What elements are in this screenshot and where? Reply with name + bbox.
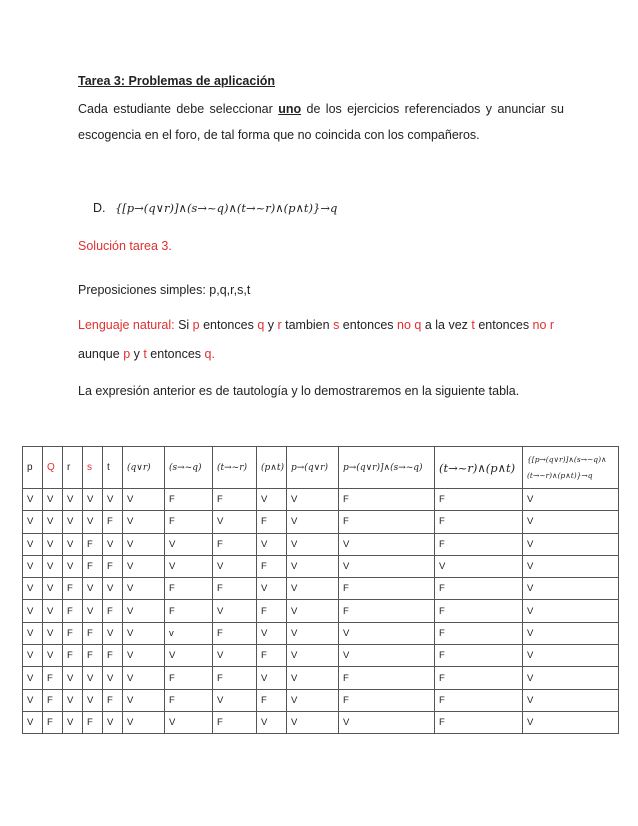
table-header-cell: t — [103, 447, 123, 489]
table-cell: V — [523, 689, 619, 711]
table-cell: V — [213, 600, 257, 622]
table-cell: F — [103, 555, 123, 577]
table-cell: V — [257, 578, 287, 600]
table-cell: V — [339, 533, 435, 555]
table-cell: V — [23, 711, 43, 733]
table-cell: V — [103, 533, 123, 555]
truth-table — [22, 446, 619, 734]
table-cell: V — [165, 645, 213, 667]
table-cell: V — [43, 489, 63, 511]
table-cell: V — [523, 600, 619, 622]
table-cell: F — [83, 645, 103, 667]
table-cell: F — [83, 711, 103, 733]
table-cell: V — [63, 555, 83, 577]
table-cell: F — [339, 667, 435, 689]
table-header-cell: s — [83, 447, 103, 489]
table-cell: V — [339, 622, 435, 644]
table-cell: V — [123, 533, 165, 555]
table-cell: V — [213, 511, 257, 533]
table-cell: V — [123, 578, 165, 600]
table-cell: V — [43, 600, 63, 622]
table-cell: F — [213, 667, 257, 689]
table-cell: V — [123, 667, 165, 689]
natural-language-segment: p — [123, 347, 131, 361]
table-cell: V — [523, 533, 619, 555]
table-cell: V — [83, 667, 103, 689]
table-cell: F — [165, 600, 213, 622]
table-cell: V — [287, 667, 339, 689]
table-cell: V — [257, 667, 287, 689]
table-cell: V — [123, 511, 165, 533]
intro-text-after: de los ejercicios referenciados y anunciar su escogencia en el foro, de tal forma que no coincida con los compañeros. — [78, 102, 564, 142]
table-header-cell: p→(q∨r) — [287, 447, 339, 489]
table-header-cell: (t→~r)∧(p∧t) — [435, 447, 523, 489]
table-cell: V — [165, 533, 213, 555]
table-row — [23, 622, 619, 644]
table-cell: V — [103, 667, 123, 689]
table-row — [23, 645, 619, 667]
table-cell: V — [287, 555, 339, 577]
table-cell: V — [63, 489, 83, 511]
table-header-cell: (q∨r) — [123, 447, 165, 489]
table-cell: F — [165, 667, 213, 689]
table-cell: V — [213, 645, 257, 667]
table-cell: V — [63, 711, 83, 733]
table-cell: V — [123, 645, 165, 667]
table-cell: V — [23, 511, 43, 533]
natural-language-segment: r — [277, 318, 282, 332]
table-cell: V — [63, 689, 83, 711]
table-cell: F — [103, 645, 123, 667]
table-cell: F — [43, 689, 63, 711]
table-cell: V — [523, 667, 619, 689]
natural-language-segment: no r — [532, 318, 555, 332]
table-cell: V — [23, 645, 43, 667]
table-cell: v — [165, 622, 213, 644]
table-cell: F — [435, 578, 523, 600]
table-cell: V — [287, 533, 339, 555]
table-cell: V — [523, 578, 619, 600]
table-cell: V — [103, 622, 123, 644]
natural-language-line-2 — [78, 347, 215, 361]
table-cell: V — [123, 689, 165, 711]
table-cell: F — [435, 600, 523, 622]
table-cell: V — [83, 511, 103, 533]
table-row — [23, 555, 619, 577]
table-cell: V — [523, 511, 619, 533]
natural-language-segment: t — [471, 318, 475, 332]
table-cell: V — [63, 511, 83, 533]
formula-expression: {[p→(q∨r)]∧(s→~q)∧(t→~r)∧(p∧t)}→q — [114, 201, 338, 215]
table-cell: F — [339, 689, 435, 711]
table-cell: V — [63, 667, 83, 689]
table-cell: V — [83, 600, 103, 622]
table-cell: F — [43, 711, 63, 733]
table-cell: V — [103, 711, 123, 733]
table-cell: V — [523, 489, 619, 511]
table-cell: V — [63, 533, 83, 555]
page-title: Tarea 3: Problemas de aplicación — [78, 74, 276, 88]
table-cell: V — [103, 489, 123, 511]
table-cell: V — [339, 645, 435, 667]
table-cell: F — [339, 489, 435, 511]
table-cell: F — [257, 600, 287, 622]
table-cell: V — [165, 711, 213, 733]
natural-language-segment: tambien — [281, 318, 334, 332]
table-row — [23, 511, 619, 533]
natural-language-segment: s — [333, 318, 340, 332]
table-cell: V — [83, 489, 103, 511]
table-cell: V — [123, 622, 165, 644]
table-header-cell: (t→~r) — [213, 447, 257, 489]
table-cell: F — [213, 578, 257, 600]
table-cell: V — [287, 489, 339, 511]
table-cell: F — [435, 711, 523, 733]
table-row — [23, 689, 619, 711]
table-cell: V — [23, 600, 43, 622]
table-cell: F — [339, 578, 435, 600]
solution-heading: Solución tarea 3. — [78, 239, 172, 253]
table-cell: F — [63, 600, 83, 622]
table-cell: V — [123, 555, 165, 577]
table-cell: V — [257, 489, 287, 511]
table-cell: V — [123, 711, 165, 733]
table-cell: V — [123, 600, 165, 622]
natural-language-segment: entonces — [339, 318, 397, 332]
table-cell: F — [213, 622, 257, 644]
table-cell: V — [43, 511, 63, 533]
table-cell: V — [523, 711, 619, 733]
table-cell: V — [287, 645, 339, 667]
table-header-cell: p→(q∨r)]∧(s→~q) — [339, 447, 435, 489]
table-cell: V — [523, 622, 619, 644]
table-cell: V — [523, 555, 619, 577]
table-row — [23, 667, 619, 689]
table-cell: V — [287, 689, 339, 711]
table-cell: V — [287, 578, 339, 600]
table-cell: F — [257, 555, 287, 577]
table-cell: V — [523, 645, 619, 667]
table-cell: V — [103, 578, 123, 600]
table-cell: V — [287, 511, 339, 533]
table-cell: V — [257, 533, 287, 555]
table-header-cell: {[p→(q∨r)]∧(s→~q)∧ (t→~r)∧(p∧t)}→q — [523, 447, 619, 489]
table-header-cell: (s→~q) — [165, 447, 213, 489]
table-row — [23, 711, 619, 733]
table-cell: F — [83, 622, 103, 644]
table-cell: F — [435, 489, 523, 511]
table-cell: V — [43, 533, 63, 555]
table-header-row — [23, 447, 619, 489]
table-cell: V — [213, 689, 257, 711]
table-cell: F — [63, 622, 83, 644]
table-cell: F — [435, 689, 523, 711]
formula-label: D. — [93, 201, 106, 215]
table-cell: F — [257, 645, 287, 667]
intro-emphasis: uno — [278, 102, 302, 116]
table-cell: V — [23, 578, 43, 600]
table-cell: V — [287, 622, 339, 644]
table-cell: V — [165, 555, 213, 577]
table-cell: V — [23, 489, 43, 511]
table-cell: V — [43, 645, 63, 667]
natural-language-segment: Si — [174, 318, 193, 332]
table-cell: F — [43, 667, 63, 689]
table-cell: F — [257, 689, 287, 711]
table-cell: F — [83, 555, 103, 577]
natural-language-segment: aunque — [78, 347, 124, 361]
table-cell: V — [23, 555, 43, 577]
table-row — [23, 533, 619, 555]
natural-language-segment: y — [130, 347, 144, 361]
table-cell: F — [213, 533, 257, 555]
table-row — [23, 489, 619, 511]
natural-language-segment: q. — [204, 347, 215, 361]
table-header-cell: p — [23, 447, 43, 489]
table-cell: F — [339, 600, 435, 622]
simple-propositions: Preposiciones simples: p,q,r,s,t — [78, 283, 251, 297]
table-cell: V — [43, 578, 63, 600]
table-cell: F — [165, 511, 213, 533]
table-cell: F — [103, 600, 123, 622]
table-cell: F — [63, 645, 83, 667]
table-cell: F — [435, 622, 523, 644]
table-cell: F — [63, 578, 83, 600]
table-cell: F — [435, 645, 523, 667]
table-cell: F — [435, 533, 523, 555]
natural-language-segment: a la vez — [421, 318, 472, 332]
conclusion-text: La expresión anterior es de tautología y lo demostraremos en la siguiente tabla. — [78, 384, 520, 398]
natural-language-line-1 — [78, 318, 554, 332]
table-cell: V — [23, 667, 43, 689]
table-cell: V — [23, 689, 43, 711]
natural-language-label: Lenguaje natural: — [78, 318, 175, 332]
table-row — [23, 578, 619, 600]
table-cell: V — [287, 711, 339, 733]
intro-text-before: Cada estudiante debe seleccionar — [78, 102, 279, 116]
natural-language-segment: t — [143, 347, 147, 361]
table-cell: V — [43, 555, 63, 577]
table-header-cell: r — [63, 447, 83, 489]
table-cell: F — [213, 489, 257, 511]
table-cell: F — [103, 511, 123, 533]
table-cell: V — [213, 555, 257, 577]
table-cell: V — [83, 689, 103, 711]
table-cell: F — [103, 689, 123, 711]
table-row — [23, 600, 619, 622]
table-body — [23, 489, 619, 734]
table-cell: F — [165, 689, 213, 711]
natural-language-segment: no q — [397, 318, 422, 332]
natural-language-text — [175, 318, 554, 332]
table-cell: F — [165, 578, 213, 600]
table-cell: F — [83, 533, 103, 555]
natural-language-segment: q — [257, 318, 265, 332]
table-cell: V — [83, 578, 103, 600]
table-cell: V — [23, 533, 43, 555]
table-cell: V — [339, 711, 435, 733]
table-cell: F — [435, 511, 523, 533]
table-cell: V — [257, 711, 287, 733]
table-header-cell: (p∧t) — [257, 447, 287, 489]
table-header-cell: Q — [43, 447, 63, 489]
table-cell: V — [23, 622, 43, 644]
natural-language-segment: entonces — [474, 318, 533, 332]
natural-language-segment: p — [192, 318, 200, 332]
natural-language-segment: y — [264, 318, 278, 332]
table-cell: F — [257, 511, 287, 533]
table-cell: V — [287, 600, 339, 622]
natural-language-segment: entonces — [199, 318, 258, 332]
intro-paragraph — [78, 96, 564, 148]
exercise-formula — [93, 201, 337, 215]
natural-language-segment: entonces — [146, 347, 205, 361]
table-cell: V — [123, 489, 165, 511]
table-cell: V — [435, 555, 523, 577]
table-cell: F — [435, 667, 523, 689]
table-cell: V — [43, 622, 63, 644]
table-cell: V — [339, 555, 435, 577]
table-cell: F — [213, 711, 257, 733]
table-cell: F — [339, 511, 435, 533]
table-cell: F — [165, 489, 213, 511]
table-cell: V — [257, 622, 287, 644]
